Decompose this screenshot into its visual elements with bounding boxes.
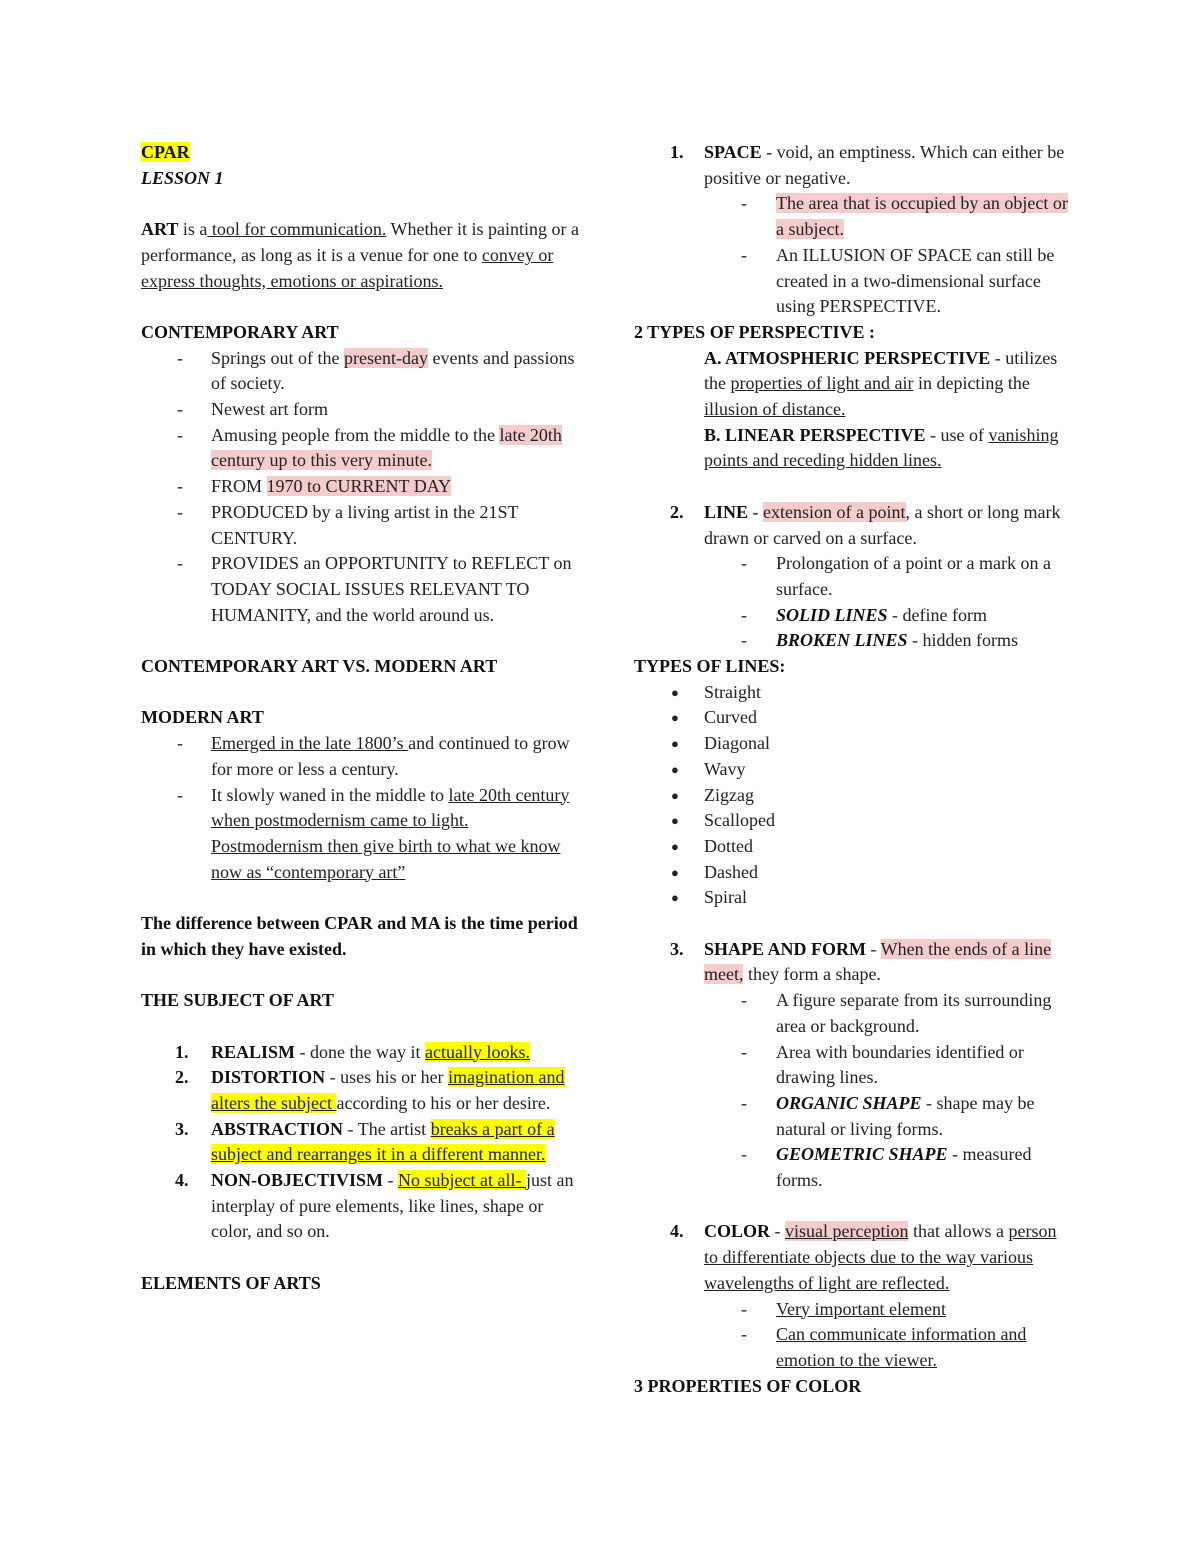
list-item: - PRODUCED by a living artist in the 21ST CENTURY.	[141, 500, 581, 551]
list-item: - GEOMETRIC SHAPE - measured forms.	[634, 1142, 1074, 1193]
list-item: - A figure separate from its surrounding area or background.	[634, 988, 1074, 1039]
list-item: - The area that is occupied by an object or a subject.	[634, 191, 1074, 242]
list-item: ● Diagonal	[634, 731, 1074, 757]
space-section	[634, 140, 1074, 191]
difference-statement: The difference between CPAR and MA is the time period in which they have existed.	[141, 913, 578, 959]
list-item: ● Zigzag	[634, 783, 1074, 809]
list-item: - FROM 1970 to CURRENT DAY	[141, 474, 581, 500]
line-sublist	[634, 551, 1074, 654]
list-item: - Newest art form	[141, 397, 581, 423]
list-item: - It slowly waned in the middle to late 20th century when postmodernism came to light. Postmodernism then give birth to what we know now as “contemporary art”	[141, 783, 581, 886]
elements-of-arts-heading: ELEMENTS OF ARTS	[141, 1272, 321, 1293]
lesson-label: LESSON 1	[141, 167, 224, 188]
contemporary-art-heading: CONTEMPORARY ART	[141, 321, 339, 342]
color-sublist	[634, 1297, 1074, 1374]
list-item: 1. REALISM - done the way it actually looks.	[175, 1041, 530, 1062]
linear-perspective: B. LINEAR PERSPECTIVE - use of vanishing points and receding hidden lines.	[704, 424, 1059, 471]
list-item: 3. SHAPE AND FORM - When the ends of a line meet, they form a shape.	[670, 938, 1052, 985]
line-section	[634, 500, 1074, 551]
list-item: - PROVIDES an OPPORTUNITY to REFLECT on TODAY SOCIAL ISSUES RELEVANT TO HUMANITY, and the world around us.	[141, 551, 581, 628]
list-item: ● Curved	[634, 705, 1074, 731]
space-sublist	[634, 191, 1074, 320]
right-column	[634, 140, 1074, 1399]
list-item: ● Spiral	[634, 885, 1074, 911]
list-item: ● Scalloped	[634, 808, 1074, 834]
list-item: 2. DISTORTION - uses his or her imagination and alters the subject according to his or her desire.	[175, 1067, 565, 1113]
comparison-heading: CONTEMPORARY ART VS. MODERN ART	[141, 656, 498, 677]
list-item: 1. SPACE - void, an emptiness. Which can either be positive or negative.	[670, 142, 1065, 188]
list-item: ● Straight	[634, 680, 1074, 706]
shape-section	[634, 937, 1074, 988]
list-item: 3. ABSTRACTION - The artist breaks a part of a subject and rearranges it in a different manner.	[175, 1118, 555, 1165]
art-definition: ART is a tool for communication. Whether it is painting or a performance, as long as it is a venue for one to convey or express thoughts, emotions or aspirations.	[141, 219, 579, 291]
list-item: - SOLID LINES - define form	[634, 603, 1074, 629]
list-item: - Springs out of the present-day events and passions of society.	[141, 346, 581, 397]
atmospheric-perspective: A. ATMOSPHERIC PERSPECTIVE - utilizes the properties of light and air in depicting the illusion of distance.	[704, 347, 1058, 420]
left-column	[141, 140, 581, 1297]
types-of-lines-heading: TYPES OF LINES:	[634, 656, 786, 677]
perspective-heading: 2 TYPES OF PERSPECTIVE :	[634, 321, 876, 342]
list-item: - An ILLUSION OF SPACE can still be created in a two-dimensional surface using PERSPECTIVE.	[634, 243, 1074, 320]
list-item: - ORGANIC SHAPE - shape may be natural or living forms.	[634, 1091, 1074, 1142]
list-item: - Amusing people from the middle to the late 20th century up to this very minute.	[141, 423, 581, 474]
list-item: - Can communicate information and emotion to the viewer.	[634, 1322, 1074, 1373]
list-item: - Prolongation of a point or a mark on a surface.	[634, 551, 1074, 602]
modern-art-list	[141, 731, 581, 885]
contemporary-art-list	[141, 346, 581, 629]
modern-art-heading: MODERN ART	[141, 707, 264, 728]
shape-sublist	[634, 988, 1074, 1194]
list-item: - Area with boundaries identified or drawing lines.	[634, 1040, 1074, 1091]
list-item: - Emerged in the late 1800’s and continued to grow for more or less a century.	[141, 731, 581, 782]
list-item: 2. LINE - extension of a point, a short or long mark drawn or carved on a surface.	[670, 501, 1061, 548]
subject-of-art-heading: THE SUBJECT OF ART	[141, 990, 334, 1011]
list-item: - BROKEN LINES - hidden forms	[634, 628, 1074, 654]
color-section	[634, 1219, 1074, 1296]
list-item: ● Wavy	[634, 757, 1074, 783]
list-item: 4. NON-OBJECTIVISM - No subject at all- just an interplay of pure elements, like lines, shape or color, and so on.	[175, 1170, 574, 1242]
list-item: ● Dashed	[634, 860, 1074, 886]
list-item: 4. COLOR - visual perception that allows a person to differentiate objects due to the way various wavelengths of light are reflected.	[670, 1221, 1057, 1293]
document-title: CPAR	[141, 142, 190, 162]
types-of-lines-list	[634, 680, 1074, 911]
subject-of-art-list	[141, 1040, 581, 1246]
list-item: ● Dotted	[634, 834, 1074, 860]
properties-of-color-heading: 3 PROPERTIES OF COLOR	[634, 1375, 862, 1396]
list-item: - Very important element	[634, 1297, 1074, 1323]
